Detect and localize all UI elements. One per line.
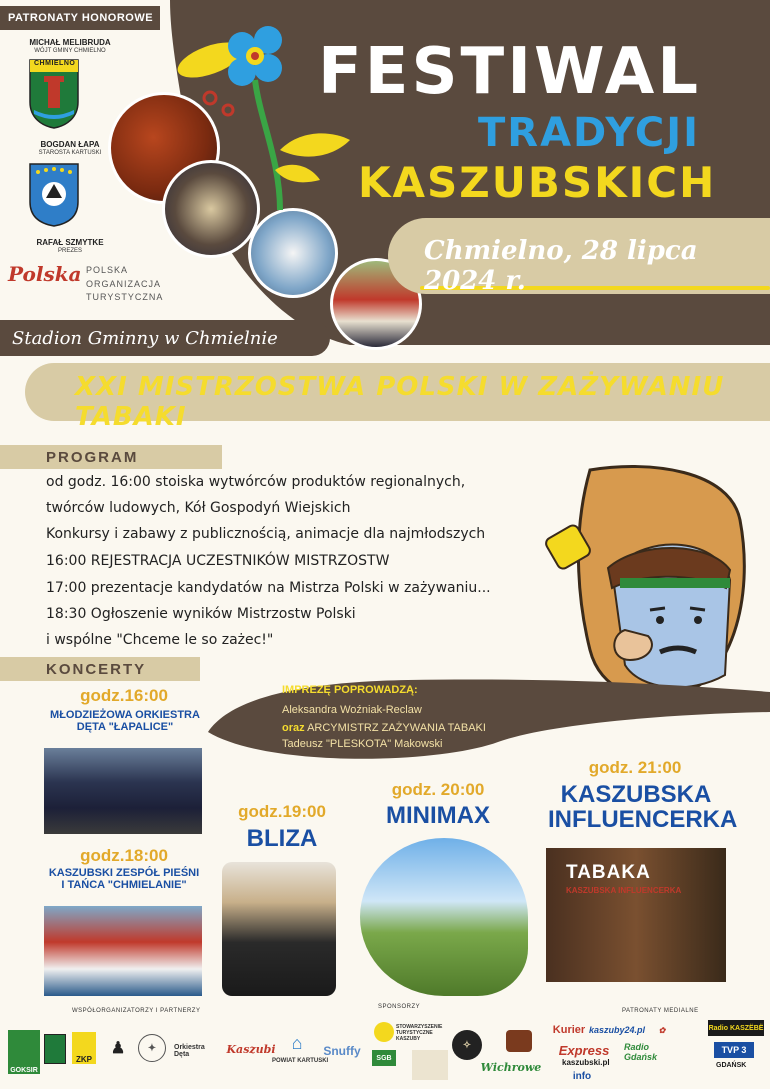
patrons-heading: PATRONATY HONOROWE [0,6,160,30]
orkiestra-logo-text: Orkiestra Dęta [174,1044,205,1058]
concert-1-name-b: DĘTA "ŁAPALICE" [76,720,174,733]
concert-1-time: godz.16:00 [80,686,168,705]
concert-4-time: godz. 20:00 [391,780,485,799]
snuffy-logo [320,1040,364,1062]
wichrowe-logo [476,1058,546,1076]
sponsor-logo-dark: ✧ [452,1030,482,1060]
pot-name [86,264,163,305]
program-line-6: 18:30 Ogłoszenie wyników Mistrzostw Polski [46,606,356,622]
media-label: PATRONATY MEDIALNE [622,1008,699,1014]
goksir-logo-text: GOKSIR [10,1067,38,1074]
tvp3-logo [714,1042,754,1058]
host-line-1: Aleksandra Woźniak-Reclaw [282,704,422,716]
chmielno-crest [28,58,80,130]
radio-gdansk-logo [624,1044,684,1060]
minimax-photo [360,838,528,996]
event-date: Chmielno, 28 lipca 2024 r. [424,236,698,296]
concert-5-name [548,781,738,834]
radio-gdansk-logo-text: Radio Gdańsk [624,1042,658,1062]
concert-5-time: godz. 21:00 [588,758,682,777]
patron-2-role: STAROSTA KARTUSKI [38,150,102,156]
zkp-logo [72,1032,96,1064]
festival-title-line-3: KASZUBSKICH [358,158,717,207]
express-logo-sub: kaszubski.pl [562,1058,610,1067]
radio-kaszebe-logo [708,1020,764,1036]
concert-2-name-a: KASZUBSKI ZESPÓŁ PIEŚNI [48,867,200,879]
partners-label: WSPÓŁORGANIZATORZY I PARTNERZY [72,1008,201,1014]
sgb-logo [372,1050,396,1066]
pot-small-logo: ✿ [658,1025,666,1035]
concert-2-time: godz.18:00 [80,846,168,865]
chmielno-crest-label: CHMIELNO [34,60,76,67]
concert-1-name-a: MŁODZIEŻOWA ORKIESTRA [50,709,200,721]
bliza-photo [222,862,336,996]
host-line-2-rest: ARCYMISTRZ ZAŻYWANIA TABAKI [304,722,486,734]
express-logo [552,1042,616,1058]
kurier-logo [552,1020,586,1040]
kaszuby24-logo [588,1020,646,1040]
dancer-logo: ♟ [110,1040,126,1057]
host-line-2-bold: oraz [282,722,305,734]
venue-banner: Stadion Gminny w Chmielnie [0,320,330,356]
tvp3-logo-text: TVP 3 [721,1045,747,1055]
concert-4-name: MINIMAX [386,802,490,829]
influencerka-photo-sub: KASZUBSKA INFLUENCERKA [566,886,682,895]
seal-logo: ✦ [138,1034,166,1062]
concert-1-name [40,710,210,733]
sgb-logo-text: SGB [376,1054,392,1062]
chmielno-small-crest [44,1034,66,1064]
patron-3-role: PREZES [57,248,82,254]
patron-2-name: BOGDAN ŁAPA [40,140,100,149]
sponsors-label: SPONSORZY [378,1004,421,1010]
info-logo [560,1068,604,1084]
host-line-3: Tadeusz "PLESKOTA" Makowski [282,738,443,750]
concert-5-name-b: INFLUENCERKA [548,806,738,834]
snuffy-logo-text: Snuffy [323,1044,361,1058]
program-line-2: twórców ludowych, Kół Gospodyń Wiejskich [46,500,351,516]
express-logo-text: Express [558,1042,610,1058]
sponsor-logo-brown [506,1030,532,1052]
program-line-4: 16:00 REJESTRACJA UCZESTNIKÓW MISTRZOSTW [46,553,390,569]
program-label: PROGRAM [0,445,222,469]
sponsor-logo-beige [412,1050,448,1080]
concert-3-name: BLIZA [246,825,318,852]
concert-2-name [36,868,212,891]
info-logo-text: info [572,1070,592,1082]
stowarzyszenie-logo-text: STOWARZYSZENIE TURYSTYCZNE KASZUBY [396,1024,443,1042]
radio-kaszebe-logo-text: Radio KASZËBË [708,1024,764,1032]
concert-3-time: godz.19:00 [238,802,326,821]
patron-1-name: MICHAŁ MELIBRUDA [29,38,111,47]
patron-1-role: WÓJT GMINY CHMIELNO [34,48,106,54]
concert-2-name-b: I TAŃCA "CHMIELANIE" [61,878,187,891]
folk-ensemble-photo [44,906,202,996]
hosts-title: IMPREZĘ POPROWADZĄ: [282,684,418,696]
program-line-5: 17:00 prezentacje kandydatów na Mistrza Polski w zażywaniu... [46,580,491,596]
orkiestra-logo [174,1040,220,1062]
powiat-logo-text: POWIAT KARTUSKI [272,1058,329,1064]
host-line-2 [282,722,486,734]
influencerka-photo-title: TABAKA [566,862,651,883]
program-line-7: i wspólne "Chceme le so zażec!" [46,632,274,648]
pot-line-2: ORGANIZACJA [86,278,162,289]
goksir-logo [8,1030,40,1074]
pot-logo: Polska [8,262,82,286]
kaszubi-logo-text: Kaszubi [226,1042,276,1056]
kartuzy-crest [28,162,80,228]
kaszubi-logo [226,1036,276,1062]
powiat-icon: ⌂ [291,1032,303,1053]
pot-line-1: POLSKA [86,265,129,275]
patron-3-name: RAFAŁ SZMYTKE [36,238,104,247]
stowarzyszenie-logo-icon [374,1022,394,1042]
championship-title: XXI MISTRZOSTWA POLSKI W ZAŻYWANIU TABAKI [75,372,725,432]
zkp-logo-text: ZKP [76,1055,92,1064]
festival-title-line-2: TRADYCJI [478,110,700,156]
program-line-1: od godz. 16:00 stoiska wytwórców produktów regionalnych, [46,474,466,490]
crafts-photo [248,208,338,298]
program-line-3: Konkursy i zabawy z publicznością, animacje dla najmłodszych [46,526,486,542]
pot-line-3: TURYSTYCZNA [86,292,164,302]
concerts-label: KONCERTY [0,657,200,681]
wichrowe-logo-text: Wichrowe [480,1060,542,1074]
kurier-logo-text: Kurier [552,1024,586,1036]
festival-title-line-1: FESTIWAL [318,35,702,109]
tvp3-logo-sub: GDAŃSK [716,1062,747,1069]
kaszuby24-logo-text: kaszuby24.pl [588,1025,646,1035]
orchestra-photo [44,748,202,834]
concert-5-name-a: KASZUBSKA [560,781,712,808]
